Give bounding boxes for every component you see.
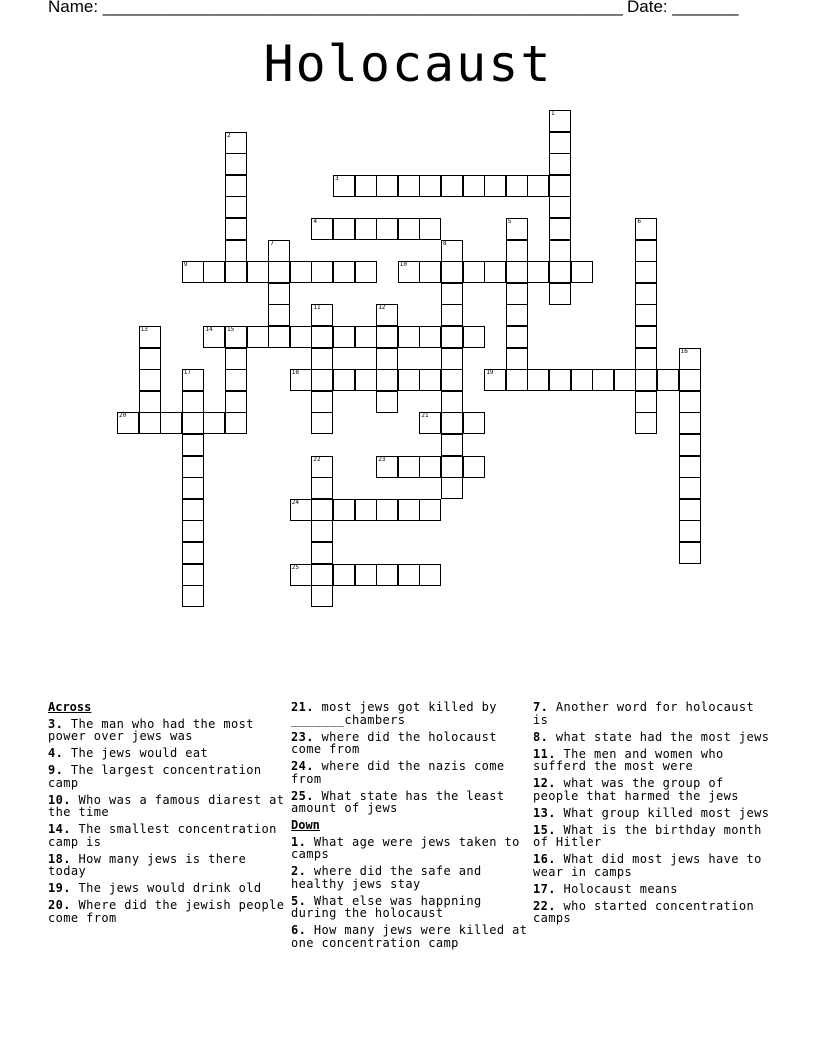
- crossword-cell: [398, 499, 420, 521]
- crossword-cell: [679, 412, 701, 434]
- crossword-cell: [549, 369, 571, 391]
- crossword-cell: [311, 218, 333, 240]
- crossword-cell: [355, 564, 377, 586]
- crossword-cell: [290, 326, 312, 348]
- clue-column-1: [48, 701, 286, 929]
- crossword-cell: [419, 175, 441, 197]
- crossword-cell: [398, 456, 420, 478]
- clue-item: [48, 794, 286, 819]
- crossword-cell: [463, 456, 485, 478]
- crossword-cell: [182, 261, 204, 283]
- date-field-label: Date: _______: [627, 0, 739, 16]
- crossword-cell: [182, 520, 204, 542]
- crossword-cell: [441, 369, 463, 391]
- crossword-cell: [376, 348, 398, 370]
- clue-text: what state had the most jews: [555, 729, 770, 744]
- crossword-cell: [419, 218, 441, 240]
- crossword-cell: [527, 261, 549, 283]
- clue-item: [533, 701, 771, 726]
- clue-item: [533, 807, 771, 820]
- clue-item: [48, 764, 286, 789]
- page-title: Holocaust: [263, 35, 553, 93]
- clue-text: where did the safe and healthy jews stay: [291, 864, 482, 891]
- clue-text: How many jews were killed at one concentration camp: [291, 923, 528, 950]
- clue-number: 10: [399, 261, 408, 269]
- crossword-cell: [376, 218, 398, 240]
- crossword-cell: [679, 499, 701, 521]
- crossword-cell: [614, 369, 636, 391]
- clue-column-2: [291, 701, 529, 954]
- name-field-label: Name: _______________________________________________________: [48, 0, 623, 16]
- clue-item: [533, 824, 771, 849]
- clue-number: 15: [227, 326, 235, 333]
- crossword-cell: [203, 412, 225, 434]
- crossword-cell: [441, 304, 463, 326]
- crossword-cell: [635, 348, 657, 370]
- crossword-cell: [635, 240, 657, 262]
- clue-number-label: 24.: [291, 759, 314, 773]
- clue-number-label: 20.: [48, 898, 71, 912]
- clue-number-label: 8.: [533, 729, 549, 744]
- crossword-cell: [311, 412, 333, 434]
- crossword-cell: [441, 283, 463, 305]
- crossword-cell: [635, 283, 657, 305]
- crossword-cell: [355, 261, 377, 283]
- crossword-cell: [679, 456, 701, 478]
- crossword-cell: [506, 304, 528, 326]
- clue-text: who started concentration camps: [533, 898, 755, 925]
- clue-number: 23: [378, 455, 386, 463]
- clue-number: 4: [313, 218, 318, 225]
- crossword-cell: [506, 175, 528, 197]
- crossword-cell: [592, 369, 614, 391]
- clue-item: [291, 760, 529, 785]
- crossword-cell: [290, 369, 312, 391]
- clue-number-label: 5.: [291, 893, 307, 908]
- clue-number-label: 4.: [48, 746, 64, 760]
- crossword-cell: [549, 283, 571, 305]
- crossword-cell: [549, 132, 571, 154]
- clue-item: [48, 882, 286, 895]
- crossword-cell: [225, 218, 247, 240]
- crossword-cell: [182, 542, 204, 564]
- crossword-cell: [398, 261, 420, 283]
- crossword-cell: [355, 369, 377, 391]
- crossword-cell: [463, 412, 485, 434]
- crossword-cell: [333, 175, 355, 197]
- clue-number: 21: [421, 412, 429, 420]
- clue-number-label: 9.: [48, 763, 64, 777]
- crossword-cell: [679, 477, 701, 499]
- crossword-cell: [268, 283, 290, 305]
- crossword-cell: [549, 218, 571, 240]
- clue-number: 13: [140, 326, 148, 333]
- clue-text: Where did the jewish people come from: [48, 898, 285, 925]
- clue-number-label: 14.: [48, 822, 71, 836]
- crossword-cell: [225, 326, 247, 348]
- crossword-cell: [441, 175, 463, 197]
- clue-text: What did most jews have to wear in camps: [533, 852, 762, 879]
- clue-number: 6: [637, 218, 642, 225]
- clue-text: Who was a famous diarest at the time: [48, 792, 285, 819]
- clue-number: 14: [205, 326, 213, 333]
- crossword-cell: [635, 326, 657, 348]
- clue-item: [533, 900, 771, 925]
- clue-number-label: 7.: [533, 700, 549, 714]
- crossword-cell: [527, 369, 549, 391]
- clue-text: What else was happning during the holocaust: [291, 893, 482, 920]
- crossword-cell: [311, 585, 333, 607]
- crossword-cell: [182, 391, 204, 413]
- crossword-cell: [463, 326, 485, 348]
- crossword-cell: [311, 348, 333, 370]
- clue-number: 8: [443, 239, 447, 247]
- crossword-cell: [506, 348, 528, 370]
- clue-item: [291, 924, 529, 949]
- clue-number-label: 6.: [291, 923, 307, 937]
- crossword-cell: [225, 369, 247, 391]
- crossword-cell: [290, 261, 312, 283]
- clue-item: [533, 883, 771, 896]
- crossword-cell: [290, 499, 312, 521]
- crossword-cell: [506, 218, 528, 240]
- crossword-cell: [376, 369, 398, 391]
- crossword-cell: [635, 369, 657, 391]
- clue-number-label: 1.: [291, 834, 307, 849]
- crossword-cell: [311, 391, 333, 413]
- crossword-cell: [441, 434, 463, 456]
- clue-item: [48, 718, 286, 743]
- crossword-cell: [441, 456, 463, 478]
- crossword-cell: [506, 240, 528, 262]
- clue-number: 24: [291, 498, 300, 506]
- crossword-cell: [376, 326, 398, 348]
- clue-number: 7: [270, 239, 274, 247]
- clue-item: [533, 731, 771, 744]
- clue-text: most jews got killed by _______chambers: [291, 700, 497, 727]
- clue-item: [48, 823, 286, 848]
- crossword-cell: [376, 456, 398, 478]
- crossword-cell: [290, 564, 312, 586]
- crossword-cell: [549, 261, 571, 283]
- crossword-cell: [484, 369, 506, 391]
- crossword-cell: [333, 261, 355, 283]
- clue-number-label: 23.: [291, 729, 314, 744]
- clue-number-label: 12.: [533, 776, 556, 790]
- clue-number-label: 13.: [533, 805, 556, 820]
- crossword-cell: [182, 499, 204, 521]
- crossword-cell: [311, 369, 333, 391]
- crossword-cell: [398, 564, 420, 586]
- crossword-cell: [376, 564, 398, 586]
- crossword-cell: [679, 369, 701, 391]
- crossword-cell: [203, 326, 225, 348]
- crossword-cell: [311, 456, 333, 478]
- crossword-cell: [635, 261, 657, 283]
- clue-text: The jews would eat: [70, 746, 209, 760]
- crossword-cell: [441, 326, 463, 348]
- crossword-cell: [549, 153, 571, 175]
- crossword-cell: [182, 477, 204, 499]
- clue-text: The man who had the most power over jews was: [48, 716, 254, 743]
- crossword-cell: [463, 261, 485, 283]
- crossword-cell: [441, 477, 463, 499]
- crossword-cell: [139, 369, 161, 391]
- crossword-cell: [376, 499, 398, 521]
- clue-item: [533, 777, 771, 802]
- clue-text: The jews would drink old: [78, 881, 262, 895]
- crossword-cell: [333, 218, 355, 240]
- crossword-cell: [506, 283, 528, 305]
- crossword-cell: [247, 326, 269, 348]
- crossword-cell: [441, 348, 463, 370]
- clue-item: [48, 747, 286, 760]
- crossword-cell: [311, 261, 333, 283]
- crossword-cell: [441, 261, 463, 283]
- clue-text: Holocaust means: [563, 881, 678, 896]
- clue-item: [291, 865, 529, 890]
- crossword-cell: [225, 412, 247, 434]
- section-heading: Down: [291, 818, 320, 832]
- crossword-cell: [311, 542, 333, 564]
- clue-text: What group killed most jews: [563, 805, 770, 820]
- crossword-cell: [268, 326, 290, 348]
- clue-number-label: 16.: [533, 852, 556, 866]
- crossword-cell: [398, 218, 420, 240]
- clue-item: [291, 895, 529, 920]
- crossword-cell: [355, 175, 377, 197]
- crossword-cell: [441, 240, 463, 262]
- crossword-cell: [203, 261, 225, 283]
- clue-number-label: 19.: [48, 881, 71, 895]
- crossword-cell: [182, 585, 204, 607]
- clue-text: where did the nazis come from: [291, 759, 505, 786]
- crossword-cell: [311, 304, 333, 326]
- clue-number-label: 15.: [533, 822, 556, 837]
- clue-item: [48, 853, 286, 878]
- crossword-cell: [635, 218, 657, 240]
- crossword-cell: [225, 240, 247, 262]
- crossword-cell: [376, 304, 398, 326]
- clue-number: 25: [291, 563, 300, 571]
- crossword-cell: [268, 304, 290, 326]
- clue-number: 22: [313, 455, 321, 463]
- clue-text: What is the birthday month of Hitler: [533, 822, 762, 849]
- clue-column-3: [533, 701, 771, 929]
- crossword-cell: [679, 391, 701, 413]
- crossword-cell: [139, 326, 161, 348]
- crossword-cell: [635, 304, 657, 326]
- crossword-cell: [549, 110, 571, 132]
- crossword-cell: [419, 369, 441, 391]
- crossword-cell: [463, 175, 485, 197]
- crossword-cell: [679, 348, 701, 370]
- crossword-cell: [311, 564, 333, 586]
- crossword-cell: [506, 261, 528, 283]
- clue-number-label: 25.: [291, 788, 314, 803]
- clue-number: 3: [335, 174, 339, 182]
- clue-item: [48, 899, 286, 924]
- crossword-cell: [139, 391, 161, 413]
- clue-text: The men and women who sufferd the most were: [533, 746, 724, 773]
- crossword-cell: [225, 391, 247, 413]
- clue-number: 19: [486, 369, 494, 377]
- crossword-cell: [376, 175, 398, 197]
- crossword-cell: [571, 261, 593, 283]
- crossword-cell: [182, 434, 204, 456]
- clue-text: where did the holocaust come from: [291, 729, 497, 756]
- crossword-cell: [182, 564, 204, 586]
- crossword-cell: [419, 326, 441, 348]
- crossword-cell: [225, 175, 247, 197]
- clue-number-label: 3.: [48, 716, 64, 731]
- crossword-cell: [160, 412, 182, 434]
- crossword-cell: [506, 326, 528, 348]
- crossword-cell: [333, 564, 355, 586]
- clue-number: 12: [378, 304, 386, 312]
- crossword-cell: [311, 477, 333, 499]
- crossword-cell: [182, 456, 204, 478]
- crossword-cell: [117, 412, 139, 434]
- crossword-cell: [311, 520, 333, 542]
- crossword-cell: [311, 499, 333, 521]
- crossword-cell: [679, 542, 701, 564]
- clue-number: 20: [119, 412, 127, 420]
- crossword-cell: [139, 348, 161, 370]
- crossword-cell: [333, 499, 355, 521]
- clue-number: 1: [551, 110, 555, 117]
- clue-item: [291, 731, 529, 756]
- clue-number-label: 11.: [533, 746, 556, 761]
- crossword-cell: [527, 175, 549, 197]
- clue-item: [291, 836, 529, 861]
- crossword-cell: [549, 240, 571, 262]
- crossword-cell: [225, 196, 247, 218]
- section-heading: Across: [48, 700, 92, 714]
- crossword-cell: [139, 412, 161, 434]
- clue-number: 5: [507, 218, 512, 225]
- crossword-cell: [398, 326, 420, 348]
- crossword-cell: [657, 369, 679, 391]
- clue-number: 18: [291, 369, 300, 377]
- clue-number: 2: [227, 131, 231, 139]
- clue-number-label: 21.: [291, 700, 314, 714]
- clue-number-label: 17.: [533, 881, 556, 896]
- crossword-cell: [571, 369, 593, 391]
- crossword-cell: [419, 564, 441, 586]
- crossword-cell: [419, 261, 441, 283]
- clue-number-label: 10.: [48, 792, 71, 807]
- clue-text: What age were jews taken to camps: [291, 834, 520, 861]
- clue-number-label: 22.: [533, 898, 556, 913]
- crossword-cell: [549, 196, 571, 218]
- crossword-cell: [268, 240, 290, 262]
- crossword-cell: [355, 499, 377, 521]
- crossword-cell: [484, 261, 506, 283]
- crossword-cell: [182, 412, 204, 434]
- crossword-cell: [398, 369, 420, 391]
- crossword-cell: [182, 369, 204, 391]
- crossword-cell: [355, 326, 377, 348]
- crossword-cell: [225, 132, 247, 154]
- crossword-cell: [549, 175, 571, 197]
- clue-text: The largest concentration camp: [48, 763, 262, 790]
- crossword-cell: [333, 369, 355, 391]
- crossword-cell: [419, 412, 441, 434]
- clue-text: Another word for holocaust is: [533, 700, 755, 727]
- clue-number: 9: [183, 261, 188, 269]
- clue-number-label: 18.: [48, 851, 71, 866]
- crossword-cell: [268, 261, 290, 283]
- clue-item: [291, 701, 529, 726]
- crossword-cell: [506, 369, 528, 391]
- crossword-cell: [398, 175, 420, 197]
- clue-item: [533, 748, 771, 773]
- crossword-cell: [441, 412, 463, 434]
- clue-number-label: 2.: [291, 864, 307, 878]
- crossword-cell: [225, 261, 247, 283]
- clue-text: The smallest concentration camp is: [48, 822, 277, 849]
- clue-number: 16: [680, 347, 688, 355]
- crossword-cell: [355, 218, 377, 240]
- crossword-cell: [635, 412, 657, 434]
- crossword-cell: [635, 391, 657, 413]
- crossword-cell: [376, 391, 398, 413]
- clue-text: what was the group of people that harmed the jews: [533, 776, 739, 803]
- crossword-cell: [225, 348, 247, 370]
- crossword-cell: [225, 153, 247, 175]
- clue-item: [291, 790, 529, 815]
- crossword-cell: [419, 456, 441, 478]
- clue-number: 11: [313, 304, 321, 312]
- crossword-cell: [333, 326, 355, 348]
- clue-text: How many jews is there today: [48, 851, 247, 878]
- crossword-cell: [311, 326, 333, 348]
- clue-number: 17: [183, 369, 192, 377]
- crossword-cell: [484, 175, 506, 197]
- crossword-cell: [441, 391, 463, 413]
- clue-text: What state has the least amount of jews: [291, 788, 505, 815]
- crossword-cell: [419, 499, 441, 521]
- crossword-cell: [679, 520, 701, 542]
- clue-item: [533, 853, 771, 878]
- crossword-cell: [247, 261, 269, 283]
- crossword-cell: [679, 434, 701, 456]
